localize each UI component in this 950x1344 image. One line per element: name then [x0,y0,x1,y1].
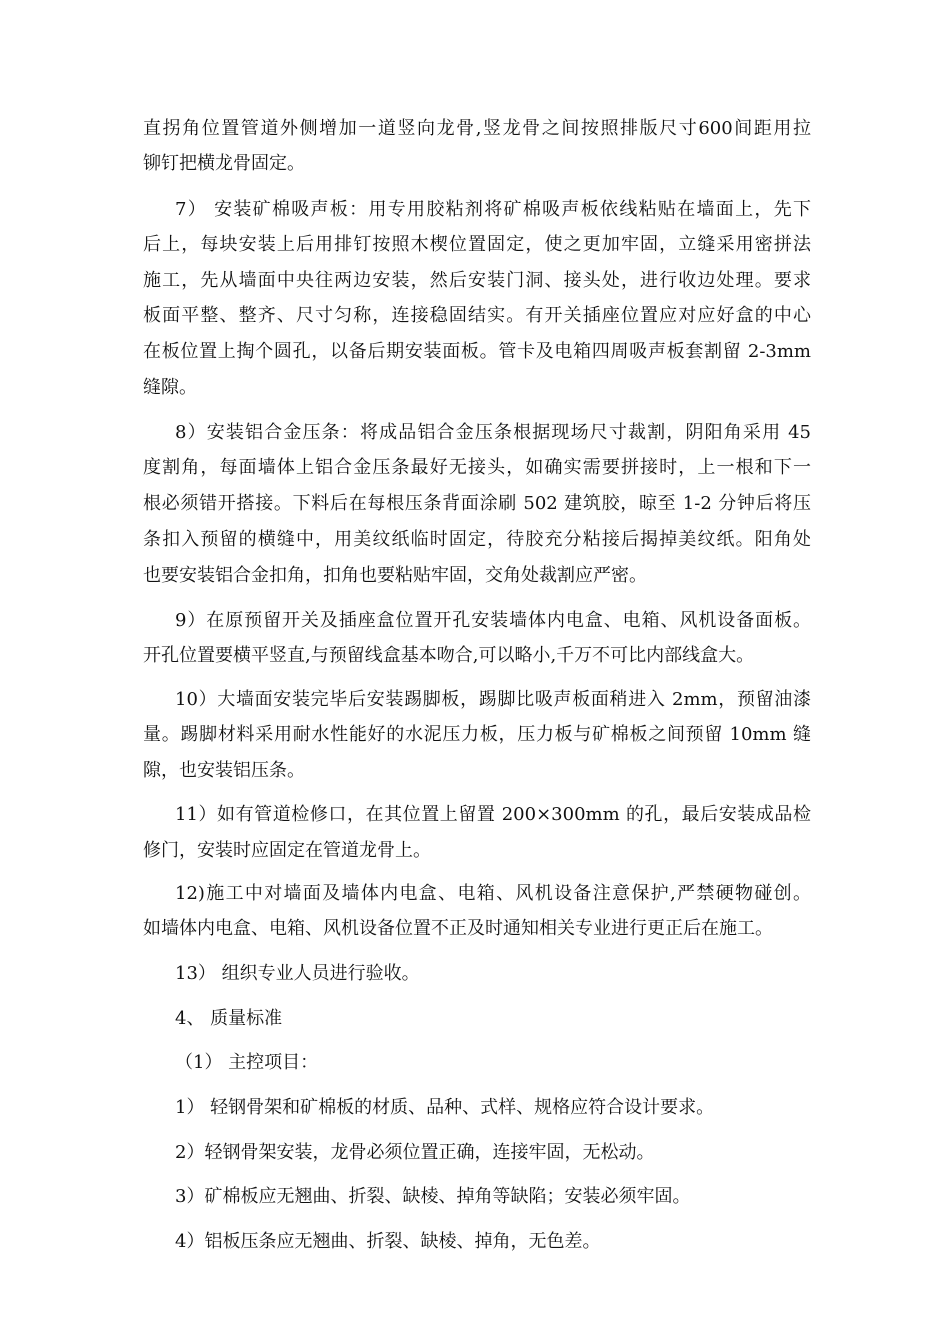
subsection-heading: （1） 主控项目： [175,1052,319,1073]
text-line: 13） 组织专业人员进行验收。 [175,963,420,984]
text-line: 修门，安装时应固定在管道龙骨上。 [143,840,431,861]
text-line: 量。踢脚材料采用耐水性能好的水泥压力板，压力板与矿棉板之间预留 10mm 缝 [143,724,811,745]
text-line: 在板位置上掏个圆孔，以备后期安装面板。管卡及电箱四周吸声板套割留 2-3mm [143,341,811,362]
text-line: 条扣入预留的横缝中，用美纹纸临时固定，待胶充分粘接后揭掉美纹纸。阳角处 [143,529,811,550]
text-line: 缝隙。 [143,377,197,398]
text-line: 开孔位置要横平竖直,与预留线盒基本吻合,可以略小,千万不可比内部线盒大。 [143,645,755,666]
text-line: 1） 轻钢骨架和矿棉板的材质、品种、式样、规格应符合设计要求。 [175,1097,715,1118]
text-line: 3）矿棉板应无翘曲、折裂、缺棱、掉角等缺陷；安装必须牢固。 [175,1186,691,1207]
text-line: 11）如有管道检修口，在其位置上留置 200×300mm 的孔，最后安装成品检 [175,804,811,825]
text-line: 9）在原预留开关及插座盒位置开孔安装墙体内电盒、电箱、风机设备面板。 [175,610,811,631]
text-line: 直拐角位置管道外侧增加一道竖向龙骨,竖龙骨之间按照排版尺寸600间距用拉 [143,118,811,139]
text-line: 如墙体内电盒、电箱、风机设备位置不正及时通知相关专业进行更正后在施工。 [143,918,773,939]
text-line: 铆钉把横龙骨固定。 [143,153,305,174]
text-line: 根必须错开搭接。下料后在每根压条背面涂刷 502 建筑胶，晾至 1-2 分钟后将压 [143,493,811,514]
text-line: 8）安装铝合金压条：将成品铝合金压条根据现场尺寸裁割，阴阳角采用 45 [175,422,811,443]
text-line: 度割角，每面墙体上铝合金压条最好无接头，如确实需要拼接时，上一根和下一 [143,457,811,478]
text-line: 2）轻钢骨架安装，龙骨必须位置正确，连接牢固，无松动。 [175,1142,655,1163]
text-line: 施工，先从墙面中央往两边安装，然后安装门洞、接头处，进行收边处理。要求 [143,270,811,291]
text-line: 4）铝板压条应无翘曲、折裂、缺棱、掉角，无色差。 [175,1231,601,1252]
text-line: 后上，每块安装上后用排钉按照木楔位置固定，使之更加牢固，立缝采用密拼法 [143,234,811,255]
text-line: 7） 安装矿棉吸声板：用专用胶粘剂将矿棉吸声板依线粘贴在墙面上，先下 [175,199,811,220]
text-line: 12)施工中对墙面及墙体内电盒、电箱、风机设备注意保护,严禁硬物碰创。 [175,883,811,904]
text-line: 板面平整、整齐、尺寸匀称，连接稳固结实。有开关插座位置应对应好盒的中心 [143,305,811,326]
text-line: 隙，也安装铝压条。 [143,760,305,781]
text-line: 10）大墙面安装完毕后安装踢脚板，踢脚比吸声板面稍进入 2mm，预留油漆 [175,689,811,710]
text-line: 也要安装铝合金扣角，扣角也要粘贴牢固，交角处裁割应严密。 [143,565,647,586]
section-heading: 4、 质量标准 [175,1008,283,1029]
